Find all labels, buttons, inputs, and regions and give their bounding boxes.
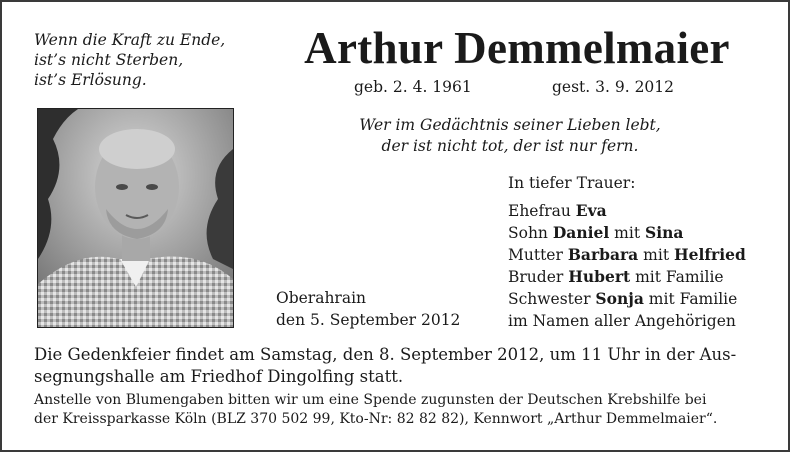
mourners-list bbox=[508, 200, 746, 332]
quote-line-3: ist’s Erlösung. bbox=[34, 71, 147, 89]
mourner-line: Sohn Daniel mit Sina bbox=[508, 223, 684, 242]
verse-line-2: der ist nicht tot, der ist nur fern. bbox=[381, 137, 639, 155]
mourner-line: Bruder Hubert mit Familie bbox=[508, 267, 724, 286]
ceremony-line-1: Die Gedenkfeier findet am Samstag, den 8. September 2012, um 11 Uhr in der Aus- bbox=[34, 345, 737, 364]
mourner-line: im Namen aller Angehörigen bbox=[508, 312, 736, 330]
mourner-line: Ehefrau Eva bbox=[508, 201, 607, 220]
place-town: Oberahrain bbox=[276, 289, 367, 307]
mourners-heading: In tiefer Trauer: bbox=[508, 174, 636, 192]
birth-date: geb. 2. 4. 1961 bbox=[354, 78, 472, 96]
place-and-date bbox=[276, 287, 460, 331]
death-date: gest. 3. 9. 2012 bbox=[552, 78, 675, 96]
place-date: den 5. September 2012 bbox=[276, 311, 461, 329]
deceased-name: Arthur Demmelmaier bbox=[304, 23, 730, 73]
quote-line-1: Wenn die Kraft zu Ende, bbox=[34, 31, 226, 49]
quote-line-2: ist’s nicht Sterben, bbox=[34, 51, 184, 69]
donation-line-1: Anstelle von Blumengaben bitten wir um eine Spende zugunsten der Deutschen Krebshilfe bei bbox=[34, 392, 707, 408]
ceremony-line-2: segnungshalle am Friedhof Dingolfing statt. bbox=[34, 367, 404, 386]
portrait-image bbox=[38, 109, 233, 327]
mourner-line: Schwester Sonja mit Familie bbox=[508, 289, 738, 308]
donation-line-2: der Kreissparkasse Köln (BLZ 370 502 99, Kto-Nr: 82 82 82), Kennwort „Arthur Demmelmaier“. bbox=[34, 411, 718, 427]
verse-line-1: Wer im Gedächtnis seiner Lieben lebt, bbox=[359, 116, 661, 134]
memorial-verse bbox=[290, 115, 730, 157]
donation-notice bbox=[34, 391, 764, 429]
opening-quote bbox=[34, 30, 274, 90]
mourner-line: Mutter Barbara mit Helfried bbox=[508, 245, 746, 264]
portrait-photo bbox=[37, 108, 234, 328]
ceremony-notice bbox=[34, 344, 760, 388]
